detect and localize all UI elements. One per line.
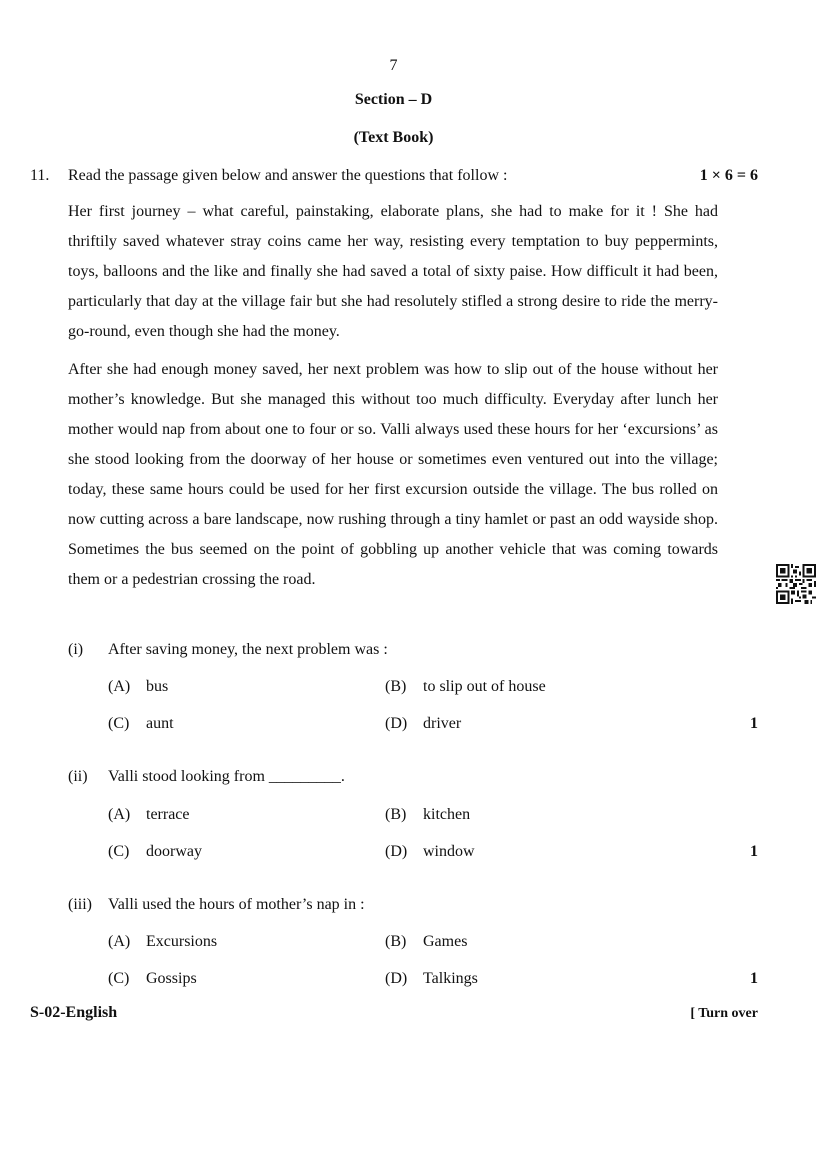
sub-question-text: After saving money, the next problem was : <box>108 641 388 658</box>
option-letter: (C) <box>108 970 130 987</box>
option-letter: (A) <box>108 806 131 823</box>
passage-paragraph-2: After she had enough money saved, her next problem was how to slip out of the house without her mother’s knowledge. But she managed this without too much difficulty. Everyday after lunch her mother would nap from about one to four or so. Valli always used these hours for her ‘excursions’ as she stood looking from the doorway of her house or sometimes even ventured out into the village; today, these same hours could be used for her first excursion outside the village. The bus rolled on now cutting across a bare landscape, now rushing through a tiny hamlet or past an odd wayside shop. Sometimes the bus seemed on the point of gobbling up another vehicle that was coming towards them or a pedestrian crossing the road. <box>68 361 718 588</box>
option-letter: (C) <box>108 715 130 732</box>
option-letter: (B) <box>385 806 407 823</box>
option-text: Talkings <box>423 970 478 987</box>
sub-question-text: Valli used the hours of mother’s nap in : <box>108 896 365 913</box>
option-text: driver <box>423 715 462 732</box>
option-text: kitchen <box>423 806 471 823</box>
question-number: 11. <box>30 167 50 184</box>
option-letter: (A) <box>108 678 131 695</box>
section-title: Section – D <box>354 91 433 108</box>
section-subtitle: (Text Book) <box>353 129 434 146</box>
option-text: aunt <box>146 715 174 732</box>
option-text: Games <box>423 933 468 950</box>
sub-question-text: Valli stood looking from _________. <box>108 768 345 785</box>
option-letter: (A) <box>108 933 131 950</box>
option-letter: (B) <box>385 933 407 950</box>
option-text: Excursions <box>146 933 218 950</box>
option-text: Gossips <box>146 970 197 987</box>
option-text: terrace <box>146 806 190 823</box>
passage-paragraph-1: Her first journey – what careful, painstaking, elaborate plans, she had to make for it ! She had thriftily saved whatever stray coins came her way, resisting every temptation to buy peppermints, toys, balloons and the like and finally she had saved a total of sixty paise. How difficult it had been, particularly that day at the village fair but she had resolutely stifled a strong desire to ride the merry-go-round, even though she had the money. <box>68 203 718 340</box>
footer-paper-code: S-02-English <box>30 1004 118 1021</box>
sub-question-marks: 1 <box>750 715 758 732</box>
option-text: window <box>423 843 475 860</box>
sub-question-label: (iii) <box>68 896 92 913</box>
sub-question-marks: 1 <box>750 970 758 987</box>
footer-turn-over: [ Turn over <box>690 1006 758 1021</box>
qr-code-icon <box>776 564 816 604</box>
option-text: bus <box>146 678 169 695</box>
sub-question-label: (i) <box>68 641 84 658</box>
option-letter: (C) <box>108 843 130 860</box>
question-marks: 1 × 6 = 6 <box>699 167 758 184</box>
option-text: to slip out of house <box>423 678 546 695</box>
option-letter: (D) <box>385 843 408 860</box>
option-letter: (B) <box>385 678 407 695</box>
option-text: doorway <box>146 843 202 860</box>
sub-question-label: (ii) <box>68 768 88 785</box>
option-letter: (D) <box>385 970 408 987</box>
page-number: 7 <box>389 57 398 74</box>
question-instruction: Read the passage given below and answer the questions that follow : <box>68 167 508 184</box>
sub-question-marks: 1 <box>750 843 758 860</box>
option-letter: (D) <box>385 715 408 732</box>
